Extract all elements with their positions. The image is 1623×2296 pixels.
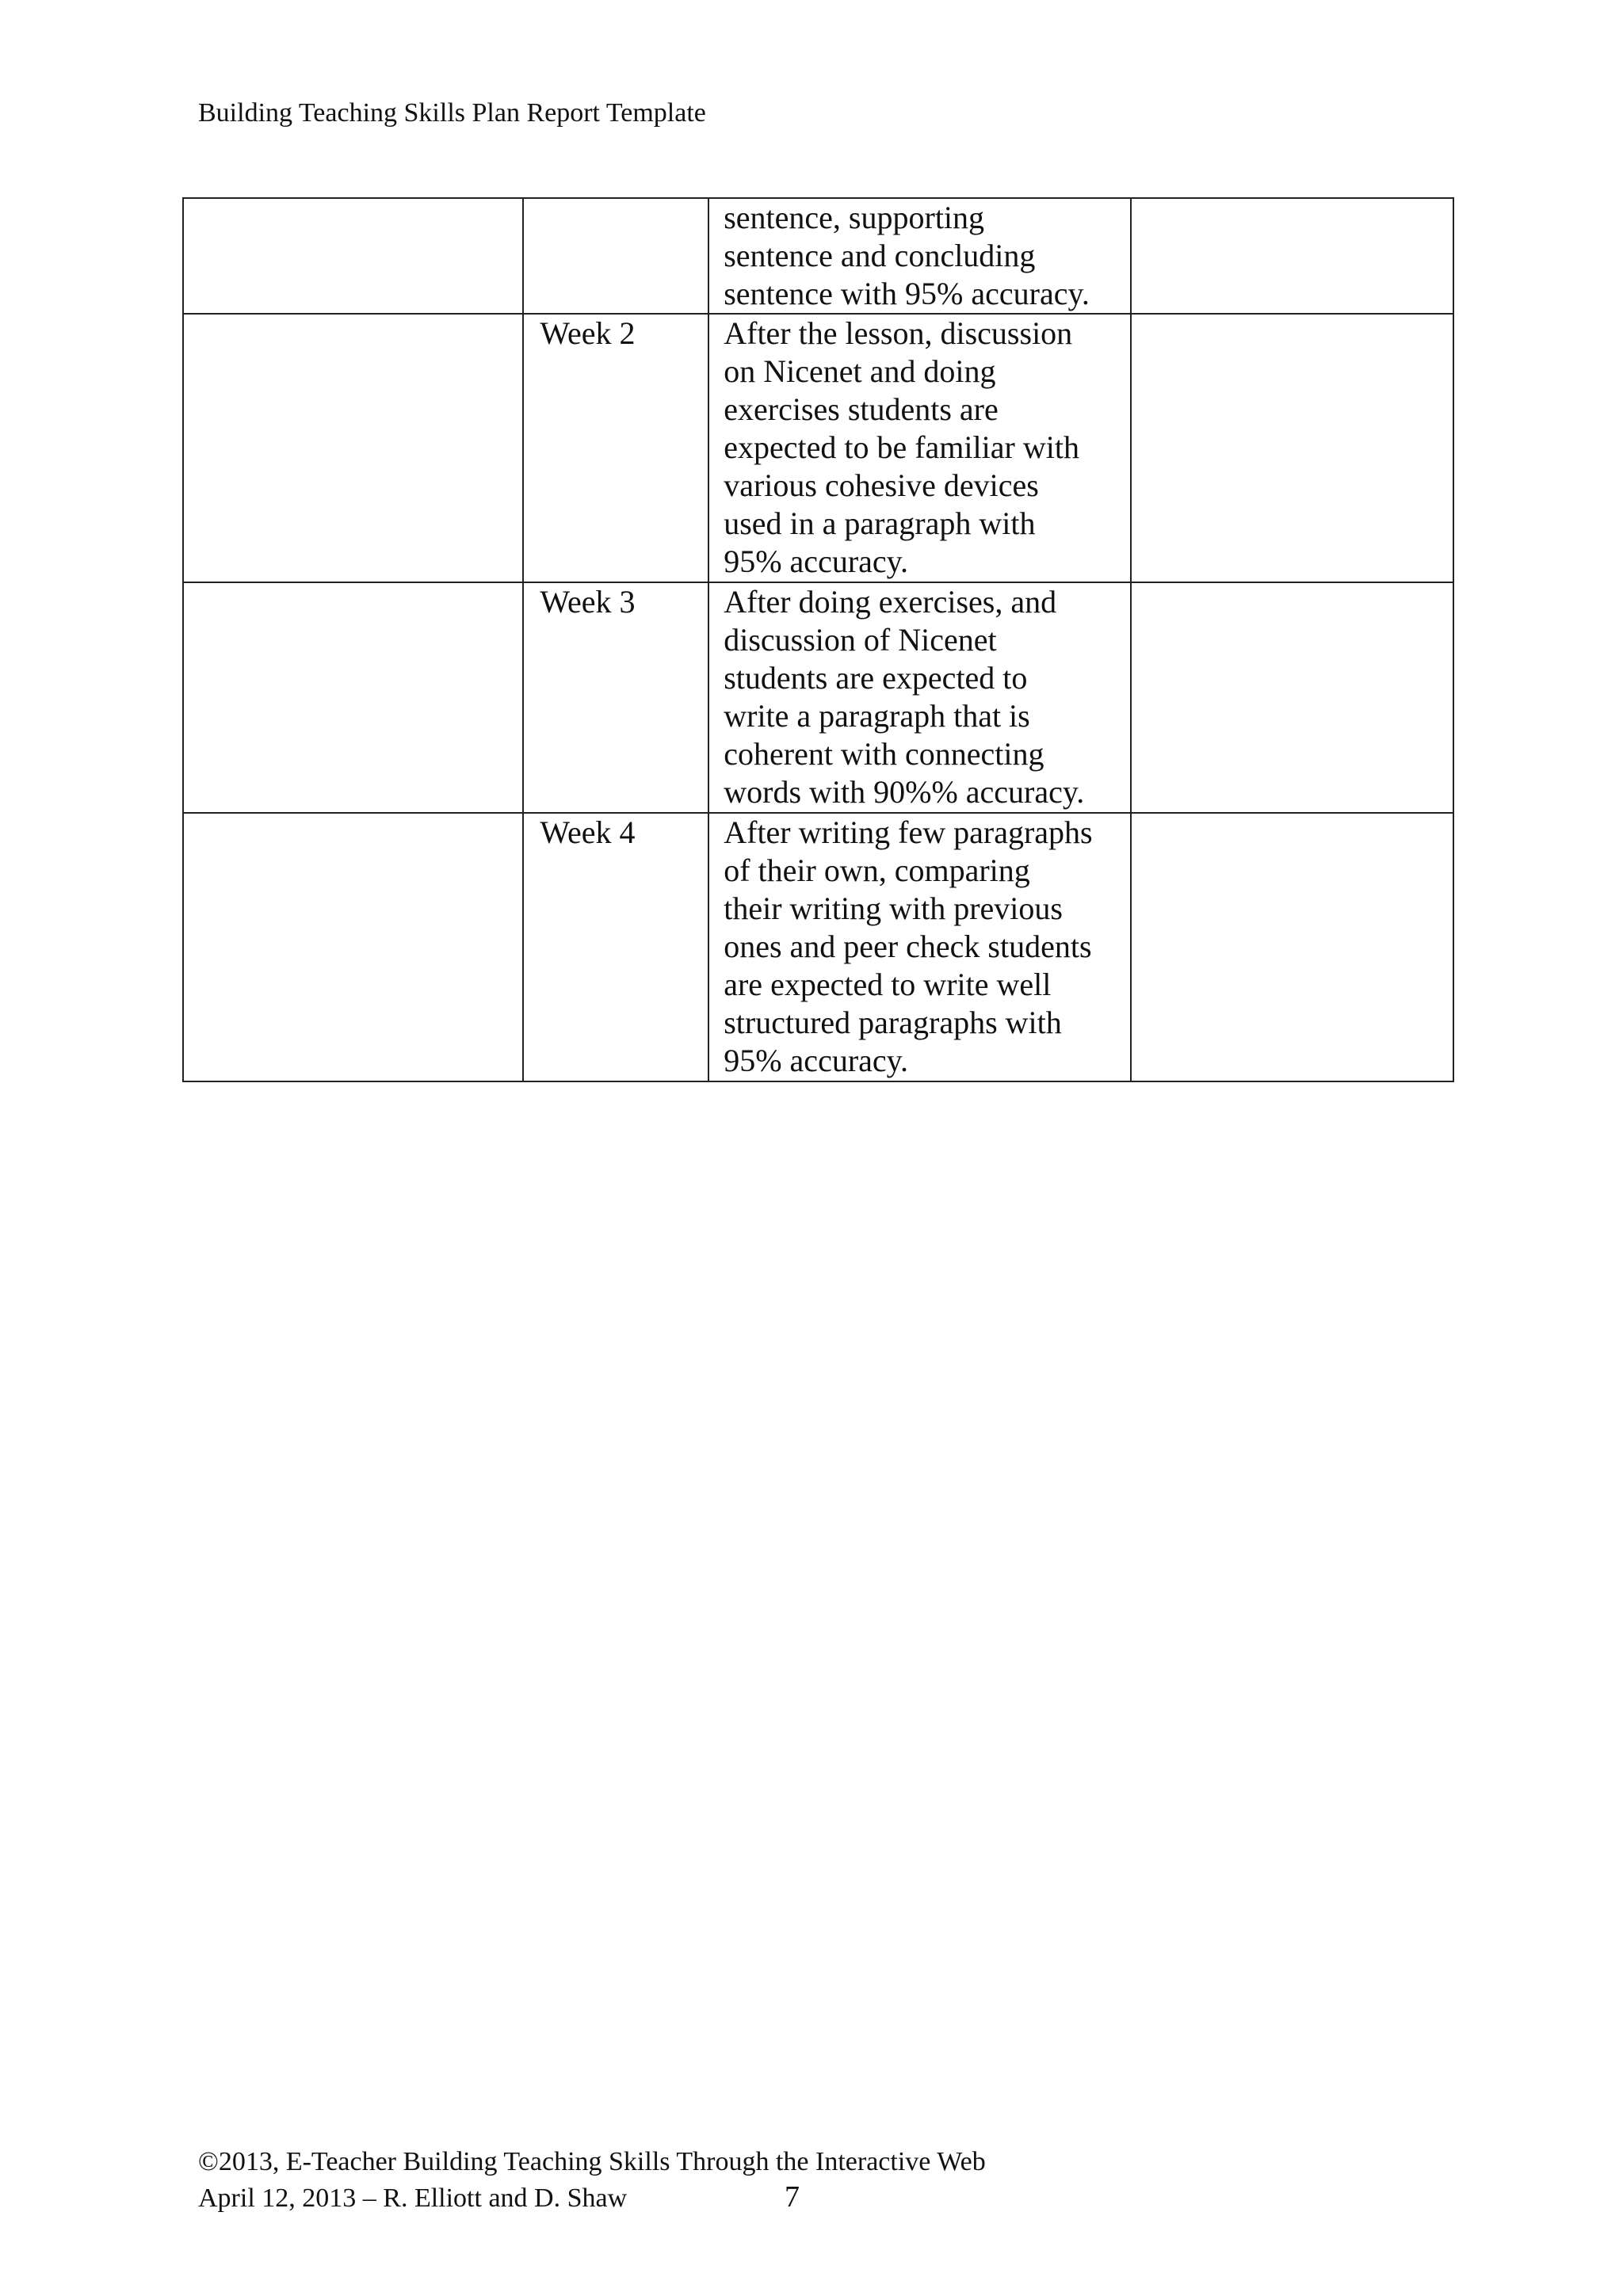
table-cell-empty <box>183 314 523 582</box>
week-cell: Week 3 <box>523 582 708 813</box>
table-cell-empty <box>1131 198 1453 314</box>
table-cell-empty <box>183 813 523 1081</box>
page-header: Building Teaching Skills Plan Report Template <box>198 98 706 128</box>
table-cell-empty <box>183 198 523 314</box>
page-number: 7 <box>785 2180 800 2214</box>
table-cell-empty <box>1131 582 1453 813</box>
objective-cell: sentence, supporting sentence and concluding sentence with 95% accuracy. <box>708 198 1131 314</box>
table-cell-empty <box>1131 813 1453 1081</box>
objective-cell: After doing exercises, and discussion of Nicenet students are expected to write a paragraph that is coherent with connecting words with 90%% accuracy. <box>708 582 1131 813</box>
table-cell-empty <box>1131 314 1453 582</box>
table-row <box>183 582 1453 813</box>
week-cell: Week 2 <box>523 314 708 582</box>
table-row <box>183 813 1453 1081</box>
week-cell <box>523 198 708 314</box>
plan-table <box>182 197 1454 1082</box>
page-footer <box>198 2144 986 2217</box>
objective-cell: After the lesson, discussion on Nicenet and doing exercises students are expected to be familiar with various cohesive devices used in a paragraph with 95% accuracy. <box>708 314 1131 582</box>
table-row <box>183 198 1453 314</box>
footer-copyright: ©2013, E-Teacher Building Teaching Skills Through the Interactive Web <box>198 2147 986 2176</box>
footer-date-line <box>198 2180 986 2217</box>
footer-date-authors: April 12, 2013 – R. Elliott and D. Shaw <box>198 2183 628 2213</box>
table-row <box>183 314 1453 582</box>
week-cell: Week 4 <box>523 813 708 1081</box>
table-cell-empty <box>183 582 523 813</box>
objective-cell: After writing few paragraphs of their own, comparing their writing with previous ones and peer check students are expected to write well structured paragraphs with 95% accuracy. <box>708 813 1131 1081</box>
